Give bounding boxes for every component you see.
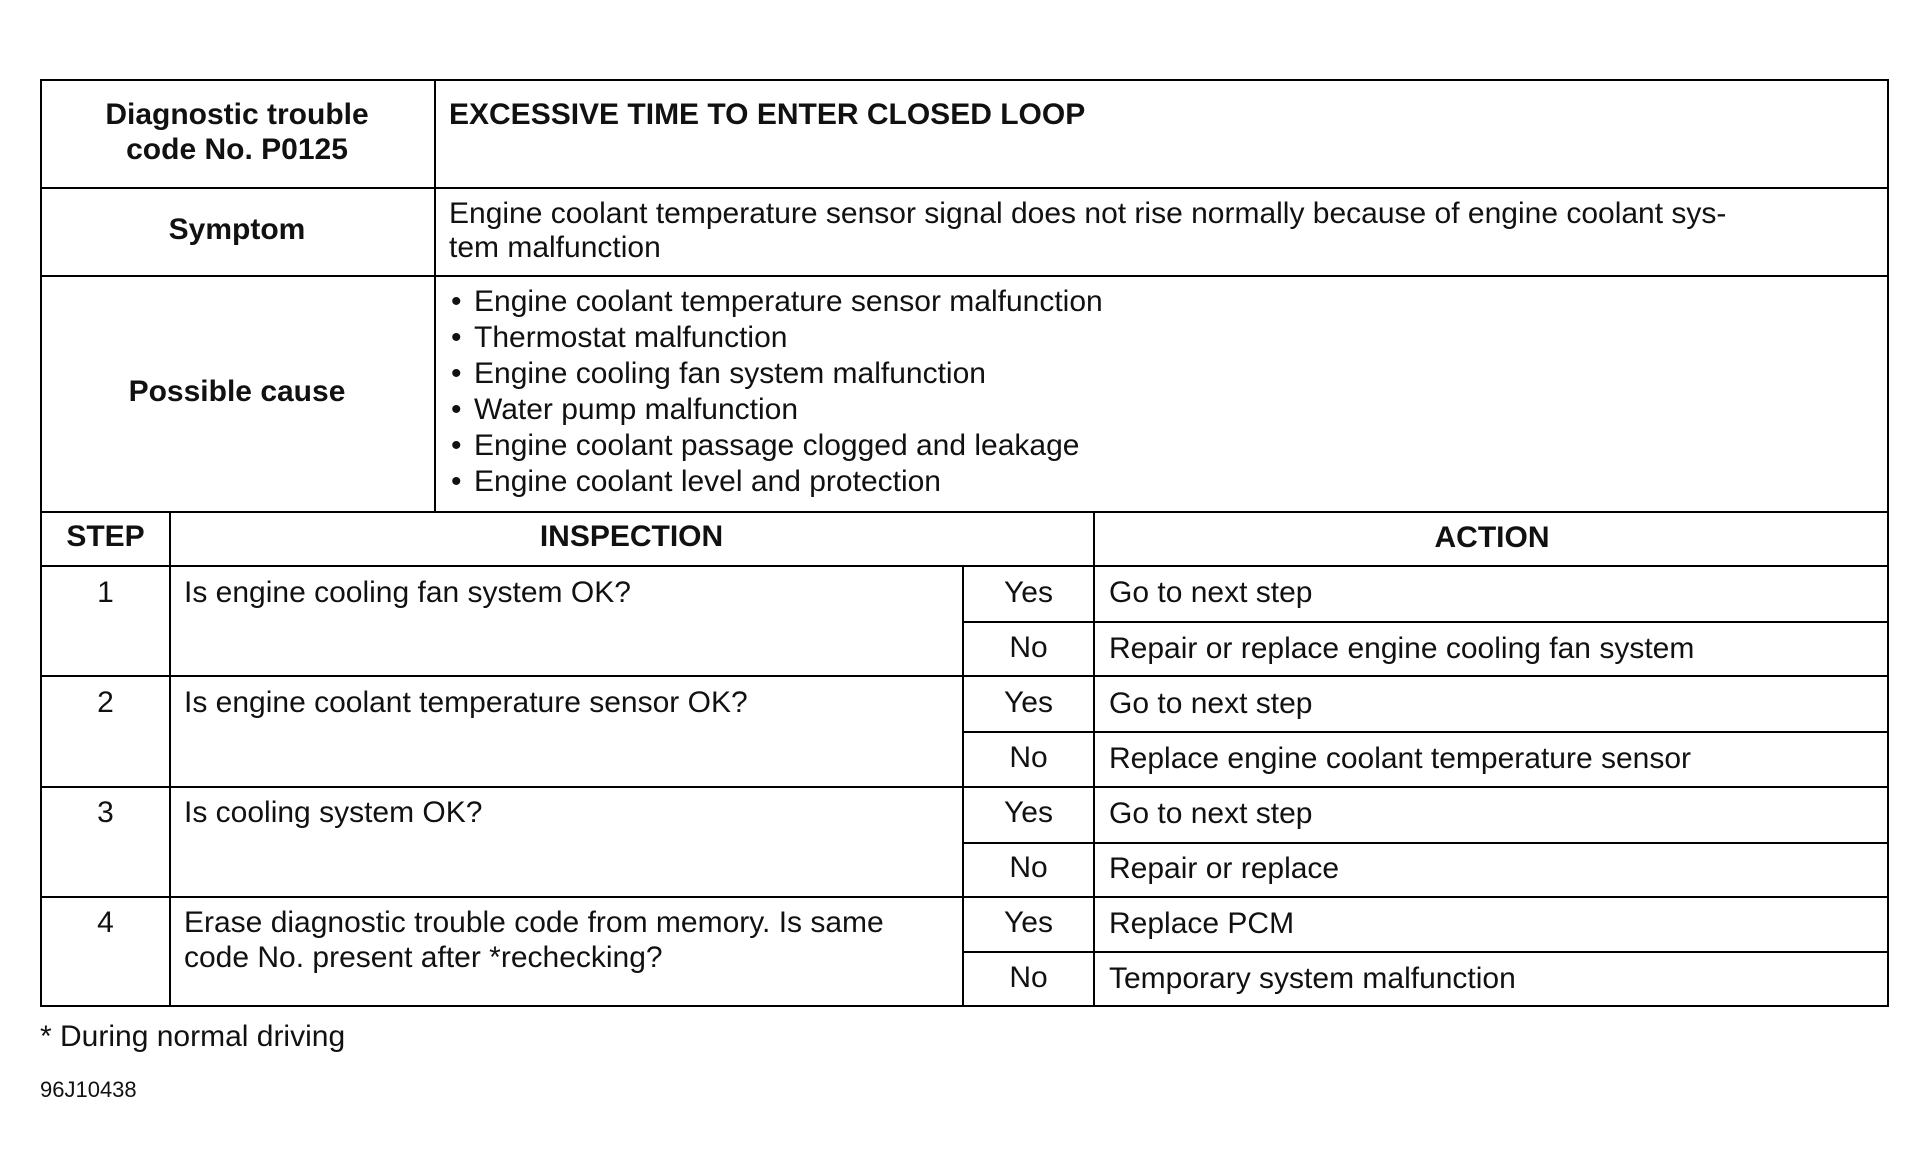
divider-step-column	[169, 511, 171, 1007]
step-inspection: Is engine coolant temperature sensor OK?	[184, 686, 748, 719]
step-number: 2	[97, 686, 114, 719]
yes-action: Go to next step	[1109, 687, 1313, 720]
divider-header-symptom	[40, 187, 1889, 189]
yes-action: Go to next step	[1109, 797, 1313, 830]
symptom-text-line2: tem malfunction	[449, 231, 661, 264]
no-label: No	[1009, 631, 1048, 664]
no-label: No	[1009, 741, 1048, 774]
cause-item-text: Engine coolant temperature sensor malfunction	[474, 285, 1103, 318]
bullet-icon: •	[451, 285, 462, 318]
symptom-text-line1: Engine coolant temperature sensor signal does not rise normally because of engine coolant sys-	[449, 197, 1727, 230]
cause-item-text: Engine cooling fan system malfunction	[474, 357, 986, 390]
cause-item	[444, 464, 1103, 500]
possible-cause-list	[444, 284, 1103, 500]
bullet-icon: •	[451, 393, 462, 426]
divider-step-3-4	[40, 896, 1889, 898]
yes-action: Replace PCM	[1109, 907, 1295, 940]
yes-label: Yes	[1004, 796, 1053, 829]
cause-item	[444, 284, 1103, 320]
no-action: Temporary system malfunction	[1109, 962, 1516, 995]
divider-step4-yes-no	[962, 951, 1889, 953]
step-number: 1	[97, 576, 114, 609]
dtc-title: EXCESSIVE TIME TO ENTER CLOSED LOOP	[449, 98, 1086, 131]
divider-label-column	[434, 79, 436, 511]
cause-item-text: Water pump malfunction	[474, 393, 799, 426]
divider-step1-yes-no	[962, 621, 1889, 623]
bullet-icon: •	[451, 465, 462, 498]
divider-step3-yes-no	[962, 842, 1889, 844]
step-inspection: Is cooling system OK?	[184, 796, 483, 829]
divider-symptom-cause	[40, 275, 1889, 277]
dtc-label-line1: Diagnostic trouble	[105, 98, 369, 131]
figure-id: 96J10438	[40, 1077, 137, 1102]
header-inspection: INSPECTION	[539, 520, 724, 553]
step-inspection: Erase diagnostic trouble code from memory. Is same	[184, 906, 884, 939]
no-action: Repair or replace engine cooling fan system	[1109, 632, 1695, 665]
cause-item	[444, 428, 1103, 464]
bullet-icon: •	[451, 321, 462, 354]
step-number: 3	[97, 796, 114, 829]
cause-item	[444, 356, 1103, 392]
bullet-icon: •	[451, 429, 462, 462]
divider-step-1-2	[40, 675, 1889, 677]
header-action: ACTION	[1434, 521, 1550, 554]
yes-action: Go to next step	[1109, 576, 1313, 609]
divider-step-headers	[40, 565, 1889, 567]
cause-item-text: Engine coolant level and protection	[474, 465, 941, 498]
cause-item	[444, 392, 1103, 428]
no-action: Repair or replace	[1109, 852, 1340, 885]
step-number: 4	[97, 906, 114, 939]
divider-cause-steps	[40, 511, 1889, 513]
footnote: * During normal driving	[40, 1020, 346, 1053]
divider-step2-yes-no	[962, 731, 1889, 733]
yes-label: Yes	[1004, 906, 1053, 939]
step-inspection-line2: code No. present after *rechecking?	[184, 941, 663, 974]
no-label: No	[1009, 961, 1048, 994]
cause-item-text: Engine coolant passage clogged and leakage	[474, 429, 1080, 462]
possible-cause-label: Possible cause	[128, 375, 346, 408]
divider-step-2-3	[40, 786, 1889, 788]
bullet-icon: •	[451, 357, 462, 390]
yes-label: Yes	[1004, 576, 1053, 609]
cause-item	[444, 320, 1103, 356]
symptom-label: Symptom	[168, 213, 306, 246]
step-inspection: Is engine cooling fan system OK?	[184, 576, 631, 609]
dtc-label: code No. P0125	[126, 133, 348, 166]
header-step: STEP	[66, 520, 145, 553]
divider-action-column	[1093, 511, 1095, 1007]
no-action: Replace engine coolant temperature sensor	[1109, 742, 1692, 775]
yes-label: Yes	[1004, 686, 1053, 719]
no-label: No	[1009, 851, 1048, 884]
cause-item-text: Thermostat malfunction	[474, 321, 788, 354]
